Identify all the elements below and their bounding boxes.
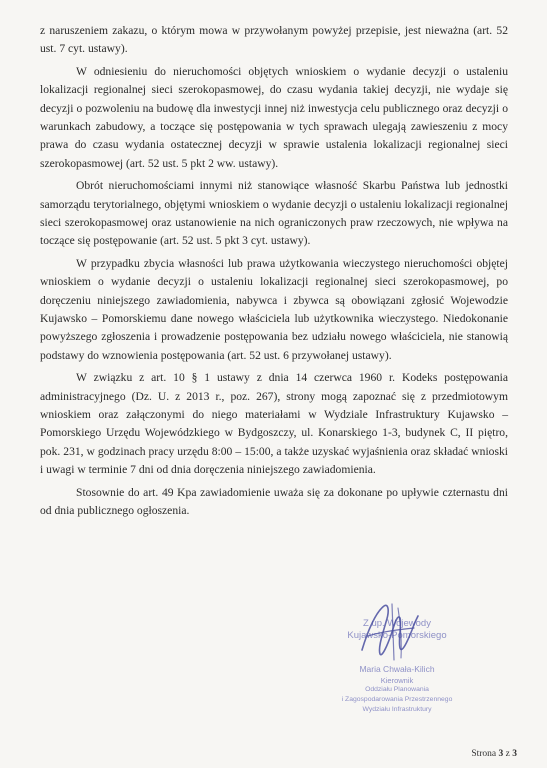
page-number-total: 3 xyxy=(512,749,517,759)
document-body xyxy=(40,22,508,525)
paragraph-1: z naruszeniem zakazu, o którym mowa w przywołanym powyżej przepisie, jest nieważna (art. 52 ust. 7 cyt. ustawy). xyxy=(40,24,508,56)
paragraph-2: W odniesieniu do nieruchomości objętych wnioskiem o wydanie decyzji o ustaleniu lokalizacji regionalnej sieci szerokopasmowej, do czasu wydania takiej decyzji, nie wydaje się decyzji o pozwoleniu na budowę dla inwestycji innej niż inwestycja celu publicznego oraz decyzji o warunkach zabudowy, a toczące się postępowania w tych sprawach ulegają zawieszeniu z mocy prawa do czasu wydania ostatecznej decyzji w sprawie ustalenia lokalizacji regionalnej sieci szerokopasmowej (art. 52 ust. 5 pkt 2 ww. ustawy). xyxy=(40,65,508,170)
stamp-line-division: Wydziału Infrastruktury xyxy=(362,706,432,713)
page-number-separator: z xyxy=(503,749,513,759)
stamp-line-name: Maria Chwała-Kilich xyxy=(359,664,435,674)
page-number xyxy=(471,749,517,759)
stamp-line-voivode: Kujawsko-Pomorskiego xyxy=(347,630,447,641)
paragraph-3: Obrót nieruchomościami innymi niż stanowiące własność Skarbu Państwa lub jednostki samorządu terytorialnego, objętymi wnioskiem o wydanie decyzji o ustaleniu lokalizacji regionalnej sieci szerokopasmowej oraz ustanowienie na nich ograniczonych praw rzeczowych, nie wpływa na toczące się postępowanie (art. 52 ust. 5 pkt 3 cyt. ustawy). xyxy=(40,179,508,248)
stamp-line-department-2: i Zagospodarowania Przestrzennego xyxy=(341,696,453,703)
paragraph-5: W związku z art. 10 § 1 ustawy z dnia 14 czerwca 1960 r. Kodeks postępowania administracyjnego (Dz. U. z 2013 r., poz. 267), strony mogą zapoznać się z przedmiotowym wnioskiem oraz załączonymi do niego materiałami w Wydziale Infrastruktury Kujawsko – Pomorskiego Urzędu Wojewódzkiego w Bydgoszczy, ul. Konarskiego 1-3, budynek C, II piętro, pok. 231, w godzinach pracy urzędu 8:00 – 15:00, a także uzyskać wyjaśnienia oraz składać wnioski i uwagi w terminie 7 dni od dnia doręczenia niniejszego zawiadomienia. xyxy=(40,371,508,476)
paragraph-6: Stosownie do art. 49 Kpa zawiadomienie uważa się za dokonane po upływie czternastu dni od dnia publicznego ogłoszenia. xyxy=(40,485,508,517)
page-number-current: 3 xyxy=(498,749,504,759)
page-number-prefix: Strona xyxy=(471,749,499,759)
stamp-line-authority: Z up. Wojewody xyxy=(363,618,431,629)
handwritten-signature xyxy=(354,600,424,662)
stamp-line-department: Oddziału Planowania xyxy=(365,686,429,693)
paragraph-4: W przypadku zbycia własności lub prawa użytkowania wieczystego nieruchomości objętej wnioskiem o wydanie decyzji o ustaleniu lokalizacji regionalnej sieci szerokopasmowej, po doręczeniu niniejszego zawiadomienia, nabywca i zbywca są obowiązani zgłosić Wojewodzie Kujawsko – Pomorskiemu dane nowego właściciela lub użytkownika wieczystego. Niedokonanie powyższego zgłoszenia i prowadzenie postępowania bez udziału nowego właściciela, nie stanowią podstawy do wznowienia postępowania (art. 52 ust. 6 przywołanej ustawy). xyxy=(40,257,508,362)
stamp-line-position: Kierownik xyxy=(380,676,414,685)
